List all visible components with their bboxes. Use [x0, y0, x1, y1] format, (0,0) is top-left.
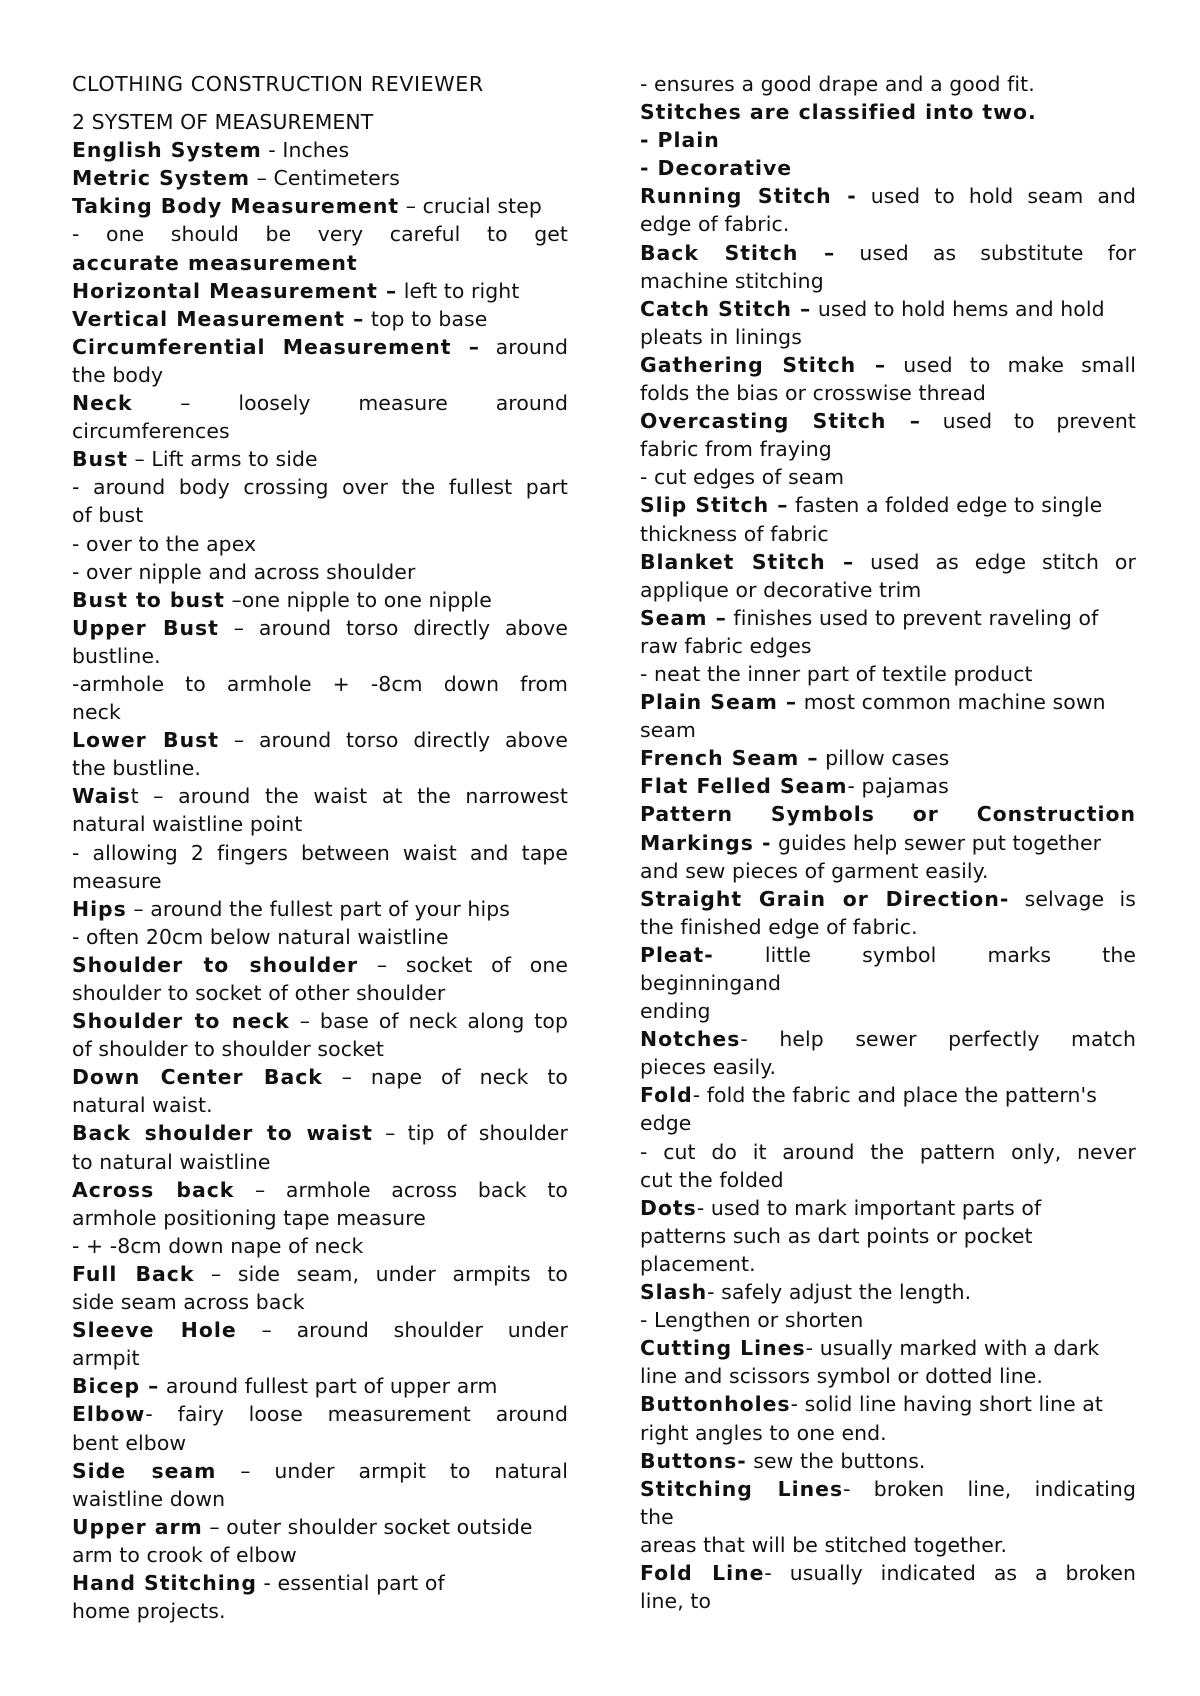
bold-term: Flat Felled Seam	[640, 774, 848, 799]
text-line	[640, 267, 1136, 295]
text-line	[640, 154, 1136, 182]
bold-term: Plain Seam –	[640, 690, 798, 715]
bold-term: Neck	[72, 391, 133, 416]
text-line	[72, 1119, 568, 1147]
text-line	[640, 520, 1136, 548]
bold-term: Across back	[72, 1177, 235, 1202]
text-line	[640, 98, 1136, 126]
bold-term: Straight Grain or Direction-	[640, 886, 1010, 911]
right-column	[640, 70, 1136, 1615]
text-line	[640, 1166, 1136, 1194]
text-line	[72, 361, 568, 389]
text-line	[640, 1419, 1136, 1447]
bold-term: Wais	[72, 784, 131, 809]
text-run: - broken line, indicating	[843, 1476, 1136, 1501]
left-column	[72, 70, 568, 1625]
text-line	[640, 239, 1136, 267]
text-run: – crucial step	[399, 194, 542, 219]
text-line	[72, 220, 568, 248]
text-run: - over to the apex	[72, 531, 257, 556]
text-line	[640, 491, 1136, 519]
text-line	[640, 323, 1136, 351]
text-line	[72, 979, 568, 1007]
bold-term: Bust to bust	[72, 587, 225, 612]
text-line	[640, 182, 1136, 210]
text-line	[640, 604, 1136, 632]
bold-term: Buttons-	[640, 1448, 747, 1473]
text-line	[72, 810, 568, 838]
text-line	[640, 1109, 1136, 1137]
text-run: - pajamas	[847, 774, 949, 799]
text-run: beginningand	[640, 971, 782, 995]
text-run: natural waistline point	[72, 812, 303, 837]
text-line	[640, 70, 1136, 98]
text-run: line and scissors symbol or dotted line.	[640, 1364, 1043, 1389]
text-run: fabric from fraying	[640, 437, 832, 462]
text-line	[72, 1035, 568, 1063]
bold-term: Hips	[72, 896, 127, 921]
text-run: the bustline.	[72, 756, 202, 781]
text-run: - fairy loose measurement around	[145, 1402, 568, 1427]
text-run: waistline down	[72, 1486, 226, 1511]
text-run: – loosely measure around	[132, 391, 568, 416]
bold-term: Side seam	[72, 1458, 217, 1483]
text-line	[72, 1400, 568, 1428]
bold-term: Bicep –	[72, 1374, 160, 1399]
text-run: t – around the waist at the narrowest	[130, 784, 568, 809]
text-run: applique or decorative trim	[640, 577, 922, 602]
text-line	[72, 1091, 568, 1119]
text-run: - Lengthen or shorten	[640, 1308, 864, 1333]
bold-term: Shoulder to shoulder	[72, 952, 359, 977]
bold-term: Running Stitch -	[640, 184, 857, 209]
text-run: raw fabric edges	[640, 633, 812, 658]
bold-term: Circumferential Measurement –	[72, 334, 480, 359]
text-run: side seam across back	[72, 1290, 305, 1315]
text-run: – socket of one	[358, 952, 568, 977]
bold-term: Buttonholes	[640, 1392, 791, 1417]
text-run: patterns such as dart points or pocket	[640, 1223, 1033, 1248]
text-line	[72, 1007, 568, 1035]
text-run: ending	[640, 999, 711, 1024]
text-run: arm to crook of elbow	[72, 1542, 297, 1567]
text-run: line, to	[640, 1589, 712, 1614]
text-line	[640, 295, 1136, 323]
bold-term: accurate measurement	[72, 250, 358, 275]
text-line	[72, 1204, 568, 1232]
bold-term: Shoulder to neck	[72, 1009, 290, 1034]
bold-term: Down Center Back	[72, 1065, 323, 1090]
text-line	[72, 305, 568, 333]
text-line	[640, 1194, 1136, 1222]
text-run: finishes used to prevent raveling of	[726, 605, 1099, 630]
text-line	[640, 1334, 1136, 1362]
bold-term: Upper Bust	[72, 615, 219, 640]
text-line	[72, 1232, 568, 1260]
text-line	[72, 1457, 568, 1485]
text-run: folds the bias or crosswise thread	[640, 381, 986, 406]
text-line	[640, 435, 1136, 463]
text-line	[640, 379, 1136, 407]
text-line	[72, 389, 568, 417]
bold-term: - Plain	[640, 128, 720, 153]
text-run: – side seam, under armpits to	[194, 1261, 568, 1286]
text-run: - solid line having short line at	[790, 1392, 1103, 1417]
text-run: - around body crossing over the fullest part	[72, 475, 568, 500]
text-run: - + -8cm down nape of neck	[72, 1233, 364, 1258]
text-run: used to make small	[886, 352, 1136, 377]
text-line	[640, 1362, 1136, 1390]
text-run: used as substitute for	[835, 240, 1136, 265]
text-run: - allowing 2 fingers between waist and tape	[72, 840, 568, 865]
text-line	[640, 1587, 1136, 1615]
text-line	[72, 642, 568, 670]
text-run: – Lift arms to side	[127, 447, 318, 472]
text-run: - usually indicated as a broken	[764, 1560, 1136, 1585]
bold-term: Hand Stitching	[72, 1570, 257, 1595]
text-run: –one nipple to one nipple	[224, 587, 492, 612]
text-run: of shoulder to shoulder socket	[72, 1037, 384, 1062]
text-run: thickness of fabric	[640, 521, 829, 546]
text-line	[640, 1447, 1136, 1475]
text-line	[72, 839, 568, 867]
text-run: used as edge stitch or	[854, 549, 1136, 574]
text-run: top to base	[364, 306, 488, 331]
bold-term: Markings -	[640, 830, 772, 855]
text-line	[72, 164, 568, 192]
text-line	[72, 1372, 568, 1400]
text-line	[640, 716, 1136, 744]
text-run: - Inches	[261, 138, 350, 163]
text-line	[72, 923, 568, 951]
text-line	[640, 1081, 1136, 1109]
text-line	[72, 1541, 568, 1569]
text-run: - cut do it around the pattern only, never	[640, 1139, 1136, 1164]
bold-term: Fold Line	[640, 1560, 765, 1585]
text-line	[72, 754, 568, 782]
text-line	[640, 772, 1136, 800]
text-run: – under armpit to natural	[216, 1458, 568, 1483]
text-run: used to hold hems and hold	[811, 296, 1105, 321]
text-line	[72, 1429, 568, 1457]
text-line	[640, 548, 1136, 576]
bold-term: Back shoulder to waist	[72, 1121, 373, 1146]
text-run: used to prevent	[920, 409, 1136, 434]
text-line	[640, 407, 1136, 435]
text-run: around fullest part of upper arm	[159, 1374, 498, 1399]
bold-term: Stitches are classified into two.	[640, 100, 1037, 125]
text-line	[640, 800, 1136, 828]
text-line	[640, 744, 1136, 772]
text-line	[72, 249, 568, 277]
text-line	[640, 660, 1136, 688]
text-line	[72, 895, 568, 923]
text-run: the body	[72, 362, 164, 387]
text-line	[72, 530, 568, 558]
text-line	[72, 1176, 568, 1204]
bold-term: Elbow	[72, 1402, 146, 1427]
text-run: - cut edges of seam	[640, 465, 845, 490]
text-line	[640, 1306, 1136, 1334]
text-run: - usually marked with a dark	[805, 1336, 1100, 1361]
text-line	[72, 192, 568, 220]
text-run: – around the fullest part of your hips	[126, 896, 510, 921]
text-line	[640, 463, 1136, 491]
text-run: - ensures a good drape and a good fit.	[640, 72, 1035, 96]
text-line	[640, 1475, 1136, 1503]
text-run: measure	[72, 868, 162, 893]
text-line	[72, 108, 568, 136]
text-run: most common machine sown	[797, 690, 1106, 715]
text-run: home projects.	[72, 1599, 226, 1624]
text-run: bent elbow	[72, 1430, 187, 1455]
text-line	[72, 1513, 568, 1541]
text-run: seam	[640, 718, 696, 743]
bold-term: Taking Body Measurement	[72, 194, 400, 219]
text-line	[640, 913, 1136, 941]
text-line	[72, 1063, 568, 1091]
bold-term: Blanket Stitch –	[640, 549, 855, 574]
bold-term: Gathering Stitch –	[640, 352, 887, 377]
text-run: – Centimeters	[250, 166, 400, 191]
text-run: around	[479, 334, 568, 359]
text-run: – base of neck along top	[289, 1009, 568, 1034]
text-line	[72, 277, 568, 305]
text-run: neck	[72, 700, 121, 725]
text-run: -armhole to armhole + -8cm down from	[72, 671, 568, 696]
text-run: guides help sewer put together	[771, 830, 1102, 855]
text-line	[72, 417, 568, 445]
bold-term: Cutting Lines	[640, 1336, 806, 1361]
text-run: – around shoulder under	[236, 1318, 568, 1343]
text-line	[72, 586, 568, 614]
text-run: pieces easily.	[640, 1055, 777, 1080]
text-line	[640, 632, 1136, 660]
text-line	[72, 473, 568, 501]
text-run: cut the folded	[640, 1167, 784, 1192]
text-line	[640, 857, 1136, 885]
text-line	[72, 698, 568, 726]
text-run: selvage is	[1009, 886, 1136, 911]
text-line	[640, 1531, 1136, 1559]
text-line	[72, 951, 568, 979]
text-line	[640, 885, 1136, 913]
bold-term: - Decorative	[640, 156, 793, 181]
bold-term: French Seam –	[640, 746, 819, 771]
text-line	[72, 1344, 568, 1372]
text-run: - used to mark important parts of	[696, 1195, 1042, 1220]
text-line	[72, 1260, 568, 1288]
text-run: pleats in linings	[640, 324, 802, 349]
text-line	[72, 136, 568, 164]
text-line	[640, 210, 1136, 238]
bold-term: Slash	[640, 1280, 708, 1305]
text-line	[72, 1148, 568, 1176]
bold-term: Lower Bust	[72, 728, 220, 753]
text-line	[72, 1597, 568, 1625]
text-run: – around torso directly above	[218, 615, 568, 640]
text-line	[640, 351, 1136, 379]
text-line	[72, 501, 568, 529]
bold-term: English System	[72, 138, 262, 163]
bold-term: Fold	[640, 1083, 693, 1108]
text-run: – around torso directly above	[219, 728, 568, 753]
text-run: little symbol marks the	[713, 942, 1136, 967]
text-run: natural waist.	[72, 1093, 213, 1118]
text-run: the finished edge of fabric.	[640, 914, 918, 939]
text-line	[640, 576, 1136, 604]
text-run: circumferences	[72, 419, 230, 444]
bold-term: Pattern Symbols or Construction	[640, 802, 1136, 827]
text-line	[640, 1025, 1136, 1053]
text-run: - essential part of	[256, 1570, 445, 1595]
text-line	[640, 1053, 1136, 1081]
text-line	[640, 1390, 1136, 1418]
text-run: armhole positioning tape measure	[72, 1205, 426, 1230]
text-line	[72, 445, 568, 473]
text-line	[72, 1569, 568, 1597]
bold-term: Dots	[640, 1195, 697, 1220]
bold-term: Back Stitch –	[640, 240, 836, 265]
text-run: areas that will be stitched together.	[640, 1532, 1008, 1557]
text-run: edge of fabric.	[640, 212, 790, 237]
text-line	[72, 1485, 568, 1513]
text-run: bustline.	[72, 643, 161, 668]
text-line	[640, 126, 1136, 154]
text-line	[72, 726, 568, 754]
text-line	[640, 969, 1136, 997]
text-run: sew the buttons.	[746, 1448, 926, 1473]
text-line	[72, 614, 568, 642]
text-run: - neat the inner part of textile product	[640, 661, 1033, 686]
bold-term: Metric System	[72, 166, 251, 191]
text-run: of bust	[72, 503, 144, 528]
text-run: - often 20cm below natural waistline	[72, 924, 449, 949]
text-line	[72, 1316, 568, 1344]
text-run: edge	[640, 1111, 692, 1136]
text-line	[640, 1559, 1136, 1587]
text-run: - safely adjust the length.	[707, 1280, 972, 1305]
text-run: – outer shoulder socket outside	[202, 1514, 533, 1539]
text-line	[640, 997, 1136, 1025]
text-line	[640, 688, 1136, 716]
bold-term: Vertical Measurement –	[72, 306, 365, 331]
bold-term: Horizontal Measurement –	[72, 278, 398, 303]
text-line	[72, 558, 568, 586]
text-run: fasten a folded edge to single	[788, 493, 1103, 518]
bold-term: Full Back	[72, 1261, 195, 1286]
bold-term: Notches	[640, 1027, 741, 1052]
text-run: machine stitching	[640, 268, 824, 293]
text-run: - fold the fabric and place the pattern's	[692, 1083, 1097, 1108]
text-run: and sew pieces of garment easily.	[640, 858, 989, 883]
bold-term: Bust	[72, 447, 128, 472]
text-line	[640, 941, 1136, 969]
text-run: - one should be very careful to get	[72, 222, 568, 247]
bold-term: Slip Stitch –	[640, 493, 789, 518]
bold-term: Catch Stitch –	[640, 296, 812, 321]
text-run: – armhole across back to	[234, 1177, 568, 1202]
text-run: the	[640, 1504, 674, 1529]
text-line	[72, 867, 568, 895]
bold-term: Upper arm	[72, 1514, 203, 1539]
text-line	[72, 333, 568, 361]
text-line	[640, 1278, 1136, 1306]
bold-term: Seam –	[640, 605, 727, 630]
bold-term: Pleat-	[640, 942, 714, 967]
text-run: shoulder to socket of other shoulder	[72, 981, 446, 1005]
text-run: - over nipple and across shoulder	[72, 559, 416, 584]
bold-term: Stitching Lines	[640, 1476, 844, 1501]
text-line	[72, 670, 568, 698]
bold-term: Sleeve Hole	[72, 1318, 237, 1343]
text-run: right angles to one end.	[640, 1420, 887, 1445]
text-run: 2 SYSTEM OF MEASUREMENT	[72, 110, 374, 135]
text-line	[640, 1503, 1136, 1531]
text-line	[640, 829, 1136, 857]
text-run: CLOTHING CONSTRUCTION REVIEWER	[72, 72, 484, 96]
text-line	[72, 782, 568, 810]
text-run: - help sewer perfectly match	[740, 1027, 1136, 1052]
text-run: used to hold seam and	[856, 184, 1136, 209]
text-line	[640, 1222, 1136, 1250]
text-run: armpit	[72, 1346, 140, 1371]
text-line	[72, 70, 568, 98]
text-run: placement.	[640, 1251, 756, 1276]
text-run: – tip of shoulder	[372, 1121, 569, 1146]
text-run: pillow cases	[818, 746, 950, 771]
text-line	[640, 1138, 1136, 1166]
text-run: left to right	[397, 278, 520, 303]
bold-term: Overcasting Stitch –	[640, 409, 921, 434]
text-line	[640, 1250, 1136, 1278]
text-line	[72, 1288, 568, 1316]
text-run: to natural waistline	[72, 1149, 271, 1174]
text-run: – nape of neck to	[322, 1065, 569, 1090]
